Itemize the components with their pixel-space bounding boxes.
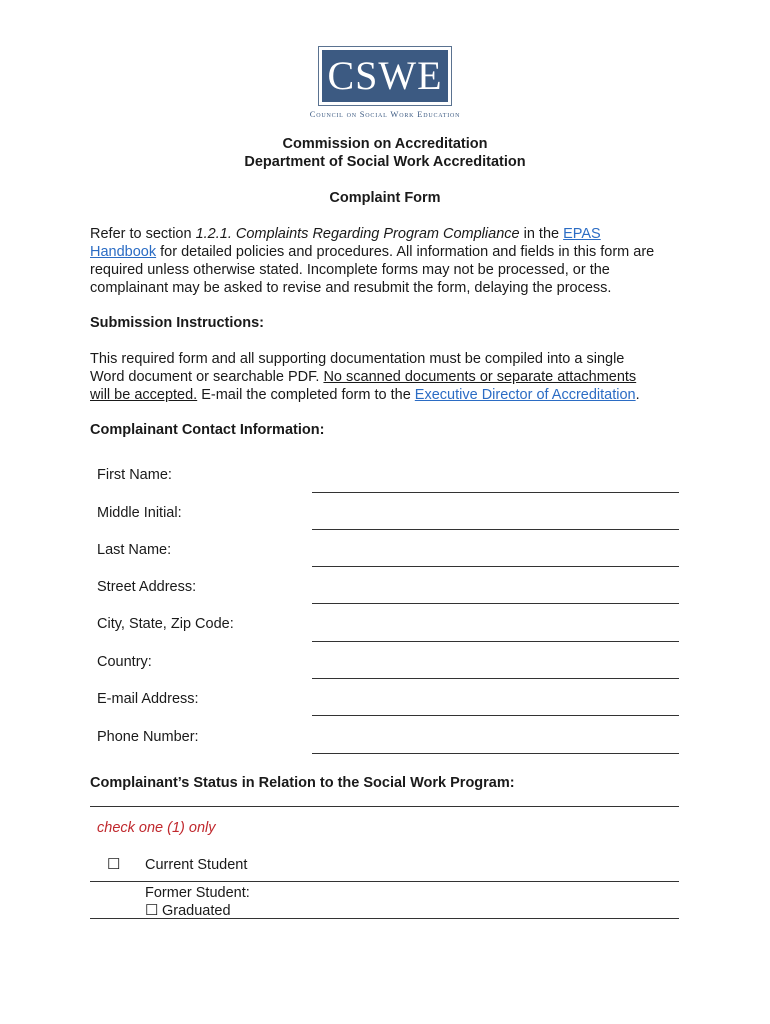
intro-prefix: Refer to section (90, 226, 196, 242)
intro-rest: for detailed policies and procedures. All information and fields in this form are (156, 244, 655, 260)
intro-line-2 (90, 243, 690, 261)
middle-initial-field[interactable] (312, 529, 679, 530)
submission-plain: Word document or searchable PDF. (90, 369, 324, 385)
logo-caption: Council on Social Work Education (309, 109, 461, 119)
former-student-label: Former Student: (145, 885, 250, 901)
epas-handbook-link[interactable]: EPAS (563, 226, 601, 242)
intro-line-1 (90, 225, 690, 243)
submission-period: . (635, 387, 640, 403)
street-address-label: Street Address: (97, 579, 197, 595)
intro-line-4: complainant may be asked to revise and resubmit the form, delaying the process. (90, 280, 612, 296)
executive-director-link[interactable]: Executive Director of Accreditation (414, 387, 636, 403)
current-student-divider (90, 881, 679, 882)
last-name-field[interactable] (312, 566, 679, 567)
cswe-logo (318, 46, 452, 106)
commission-title: Commission on Accreditation (282, 136, 488, 152)
submission-warning-cont: will be accepted. (90, 387, 198, 403)
submission-line-1: This required form and all supporting documentation must be compiled into a single (90, 351, 625, 367)
first-name-field[interactable] (312, 492, 679, 493)
submission-line-2 (90, 368, 690, 386)
current-student-label: Current Student (145, 857, 248, 873)
form-title: Complaint Form (329, 190, 441, 206)
intro-line-3: required unless otherwise stated. Incomplete forms may not be processed, or the (90, 262, 610, 278)
phone-number-field[interactable] (312, 753, 679, 754)
intro-mid: in the (519, 226, 564, 242)
email-address-label: E-mail Address: (97, 691, 199, 707)
country-field[interactable] (312, 678, 679, 679)
submission-line-3 (90, 386, 690, 404)
graduated-checkbox[interactable]: ☐ (145, 902, 159, 919)
status-heading: Complainant’s Status in Relation to the Social Work Program: (90, 775, 515, 791)
phone-number-label: Phone Number: (97, 729, 199, 745)
street-address-field[interactable] (312, 603, 679, 604)
submission-heading: Submission Instructions: (90, 315, 265, 331)
former-student-divider (90, 918, 679, 919)
email-address-field[interactable] (312, 715, 679, 716)
city-state-zip-label: City, State, Zip Code: (97, 616, 234, 632)
section-reference: 1.2.1. Complaints Regarding Program Compliance (195, 226, 520, 242)
submission-warning: No scanned documents or separate attachments (323, 369, 637, 385)
logo-text: CSWE (322, 50, 448, 102)
intro-paragraph (90, 225, 690, 297)
submission-paragraph (90, 350, 690, 404)
status-divider (90, 806, 679, 807)
check-one-instruction: check one (1) only (97, 820, 216, 836)
contact-heading: Complainant Contact Information: (90, 422, 325, 438)
first-name-label: First Name: (97, 467, 172, 483)
last-name-label: Last Name: (97, 542, 172, 558)
submission-email-text: E-mail the completed form to the (197, 387, 415, 403)
middle-initial-label: Middle Initial: (97, 505, 182, 521)
department-title: Department of Social Work Accreditation (244, 154, 526, 170)
graduated-label: Graduated (162, 903, 231, 919)
current-student-checkbox[interactable]: ☐ (107, 856, 121, 873)
country-label: Country: (97, 654, 152, 670)
epas-handbook-link-cont[interactable]: Handbook (90, 244, 157, 260)
city-state-zip-field[interactable] (312, 641, 679, 642)
